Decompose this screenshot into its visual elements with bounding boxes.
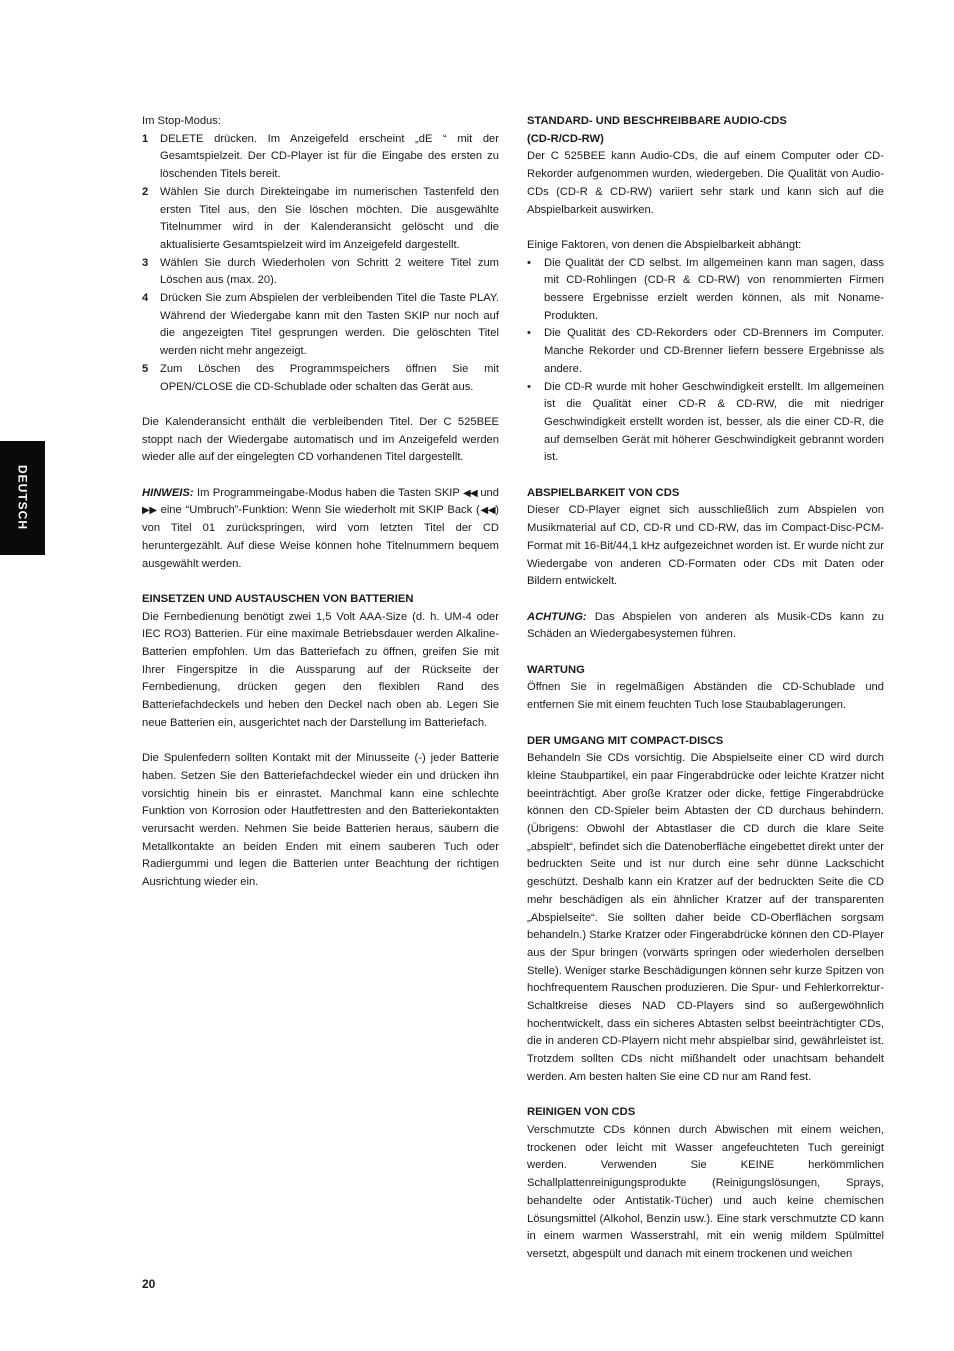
step-item: [142, 131, 499, 184]
list-item: [527, 379, 884, 468]
step-item: [142, 361, 499, 396]
standard-cd-paragraph: Der C 525BEE kann Audio-CDs, die auf einem Computer oder CD-Rekorder aufgenommen wurden, wiedergeben. Die Qualität von Audio-CDs (CD-R & CD-RW) variiert sehr stark und kann sich auf die Abspielbarkeit auswirken.: [527, 150, 884, 216]
bullet-text: Die Qualität der CD selbst. Im allgemeinen kann man sagen, dass mit CD-Rohlingen (CD-R & CD-RW) von renommierten Firmen bessere Ergebnisse erzielt werden können, als mit Noname-Produkten.: [544, 256, 884, 322]
step-item: [142, 290, 499, 361]
handling-paragraph: Behandeln Sie CDs vorsichtig. Die Abspielseite einer CD wird durch kleine Staubpartikel, ein paar Fingerabdrücke oder leichte Kratzer nicht beeinträchtigt. Aber große Kratzer oder dicke, fettige Fingerabdrücke können den CD-Spieler beim Abtasten der CD durchaus behindern. (Übrigens: Obwohl der Abtastlaser die CD durch die klare Seite „abspielt“, befindet sich die Datenoberfläche eingebettet direkt unter der bedruckten Seite und ist nur durch eine sehr dünne Lackschicht geschützt. Deshalb kann ein Kratzer auf der bedruckten Seite die CD mehr beschädigen als ein ähnlicher Kratzer auf der transparenten „Abspielseite“. Sie sollten daher beide CD-Oberflächen sorgsam behandeln.) Starke Kratzer oder Fingerabdrücke können den CD-Player aus der Spur bringen (vorwärts springen oder wiederholen derselben Stelle). Weniger starke Beschädigungen können sehr kurze Spitzen von hochfrequentem Rauschen produzieren. Die Spur- und Fehlerkorrektur-Schaltkreise dieses NAD CD-Players sind so außergewöhnlich hochentwickelt, dass ein sicheres Abtasten selbst beeinträchtigter CDs, die in anderen CD-Playern nicht mehr abspielbar sind, gewährleistet ist. Trotzdem sollten CDs nicht mißhandelt oder unachtsam behandelt werden. Am besten halten Sie eine CD nur am Rand fest.: [527, 752, 884, 1083]
bullet-icon: •: [527, 380, 531, 393]
cleaning-paragraph: Verschmutzte CDs können durch Abwischen mit einem weichen, trockenen oder leicht mit Wasser angefeuchteten Tuch gereinigt werden. Verwenden Sie KEINE herkömmlichen Schallplattenreinigungsprodukte (Reinigungslösungen, Sprays, behandelte oder Antistatik-Tücher) und auch keine chemischen Lösungsmittel (Alkohol, Benzin usw.). Eine stark verschmutzte CD kann in einem warmen Wasserstrahl, mit ein wenig mildem Spülmittel versetzt, abgespült und danach mit einem trockenen und weichen: [527, 1123, 884, 1260]
skip-back-icon: ◀◀: [479, 505, 496, 517]
standard-cd-heading: STANDARD- UND BESCHREIBBARE AUDIO-CDS: [527, 115, 787, 127]
note-paragraph: [142, 485, 499, 574]
handling-heading: DER UMGANG MIT COMPACT-DISCS: [527, 734, 724, 747]
step-item: [142, 255, 499, 290]
step-text: Wählen Sie durch Wiederholen von Schritt 2 weitere Titel zum Löschen aus (max. 20).: [160, 256, 499, 287]
step-number: 5: [142, 362, 149, 375]
note-text-4: ) von Titel 01 zurückspringen, wird vom letzten Titel der CD heruntergezählt. Auf diese Weise können hohe Titelnummern bequem ausgewählt werden.: [142, 504, 499, 570]
language-side-tab: [0, 441, 45, 555]
maintenance-paragraph: Öffnen Sie in regelmäßigen Abständen die CD-Schublade und entfernen Sie mit einem feuchten Tuch lose Staubablagerungen.: [527, 681, 884, 712]
caution-paragraph: [527, 609, 884, 644]
caution-label: ACHTUNG:: [527, 610, 587, 623]
left-column: [142, 113, 499, 892]
note-text-2: und: [480, 486, 499, 499]
skip-forward-icon: ▶▶: [142, 505, 157, 517]
step-text: DELETE drücken. Im Anzeigefeld erscheint „dE “ mit der Gesamtspielzeit. Der CD-Player ist für die Eingabe des ersten zu löschenden Titels bereit.: [160, 132, 499, 181]
step-text: Wählen Sie durch Direkteingabe im numerischen Tastenfeld den ersten Titel aus, den Sie löschen möchten. Die ausgewählte Titelnummer wird in der Kalenderansicht gelöscht und die aktualisierte Gesamtspielzeit wird im Anzeigefeld dargestellt.: [160, 185, 499, 251]
list-item: [527, 325, 884, 378]
right-column: [527, 113, 884, 1264]
step-number: 3: [142, 256, 149, 269]
playability-paragraph: Dieser CD-Player eignet sich ausschließlich zum Abspielen von Musikmaterial auf CD, CD-R und CD-RW, das im Compact-Disc-PCM-Format mit 16-Bit/44,1 kHz aufgezeichnet worden ist. Er wurde nicht zur Wiedergabe von anderen CD-Formaten oder CDs mit Daten oder Bildern entwickelt.: [527, 504, 884, 588]
playability-heading: ABSPIELBARKEIT VON CDS: [527, 486, 680, 499]
bullet-text: Die Qualität des CD-Rekorders oder CD-Brenners im Computer. Manche Rekorder und CD-Brenner liefern bessere Ergebnisse als andere.: [544, 327, 884, 375]
list-item: [527, 255, 884, 326]
maintenance-heading: WARTUNG: [527, 663, 585, 676]
skip-back-icon: ◀◀: [463, 487, 477, 499]
step-number: 4: [142, 292, 149, 305]
battery-heading: EINSETZEN UND AUSTAUSCHEN VON BATTERIEN: [142, 592, 414, 605]
language-label: DEUTSCH: [15, 465, 30, 531]
battery-paragraph-2: Die Spulenfedern sollten Kontakt mit der Minusseite (-) jeder Batterie haben. Setzen Sie den Batteriefachdeckel wieder ein und drücken ihn vorsichtig hinein bis er einrastet. Manchmal kann eine schlechte Funktion von Korrosion oder Hautfettresten and den Batteriekontakten verursacht werden. Nehmen Sie beide Batterien heraus, säubern die Metallkontakte an beiden Enden mit einem sauberen Tuch oder Radiergummi und legen die Batterien unter Beachtung der richtigen Ausrichtung wieder ein.: [142, 752, 499, 889]
factors-intro: Einige Faktoren, von denen die Abspielbarkeit abhängt:: [527, 238, 802, 251]
note-text-3: eine “Umbruch”-Funktion: Wenn Sie wiederholt mit SKIP Back (: [160, 504, 480, 517]
step-item: [142, 184, 499, 255]
step-number: 1: [142, 132, 149, 145]
note-label: HINWEIS:: [142, 486, 194, 499]
caution-text: Das Abspielen von anderen als Musik-CDs kann zu Schäden an Wiedergabesystemen führen.: [527, 610, 884, 641]
note-text-1: Im Programmeingabe-Modus haben die Tasten SKIP: [196, 486, 460, 499]
bullet-text: Die CD-R wurde mit hoher Geschwindigkeit erstellt. Im allgemeinen ist die Qualität einer CD-R & CD-RW, die mit niedriger Geschwindigkeit erstellt worden ist, besser, als die einer CD-R, die auf demselben Gerät mit höherer Geschwindigkeit gebrannt worden ist.: [544, 380, 884, 464]
standard-cd-subheading: (CD-R/CD-RW): [527, 132, 604, 145]
page-number: 20: [142, 1277, 156, 1291]
calendar-paragraph: Die Kalenderansicht enthält die verbleibenden Titel. Der C 525BEE stoppt nach der Wiedergabe automatisch und im Anzeigefeld werden wieder alle auf der eingelegten CD vorhandenen Titel dargestellt.: [142, 415, 499, 464]
step-text: Drücken Sie zum Abspielen der verbleibenden Titel die Taste PLAY. Während der Wiedergabe kann mit den Tasten SKIP nur noch auf die angezeigten Titel gesprungen werden. Die gelöschten Titel werden nicht mehr angezeigt.: [160, 292, 499, 358]
bullet-icon: •: [527, 327, 531, 340]
bullet-icon: •: [527, 256, 531, 269]
step-number: 2: [142, 185, 149, 198]
cleaning-heading: REINIGEN VON CDS: [527, 1106, 636, 1119]
step-text: Zum Löschen des Programmspeichers öffnen Sie mit OPEN/CLOSE die CD-Schublade oder schalten das Gerät aus.: [160, 362, 499, 393]
battery-paragraph-1: Die Fernbedienung benötigt zwei 1,5 Volt AAA-Size (d. h. UM-4 oder IEC RO3) Batterien. Für eine maximale Betriebsdauer werden Alkaline-Batterien empfohlen. Um das Batteriefach zu öffnen, greifen Sie mit Ihrer Fingerspitze in die Aussparung auf der Rückseite der Fernbedienung, drücken gegen den flexiblen Rand des Batteriefachdeckels und heben den Deckel nach oben ab. Legen Sie neue Batterien ein, ausgerichtet nach der Darstellung im Batteriefach.: [142, 610, 499, 729]
stop-mode-intro: Im Stop-Modus:: [142, 115, 221, 127]
